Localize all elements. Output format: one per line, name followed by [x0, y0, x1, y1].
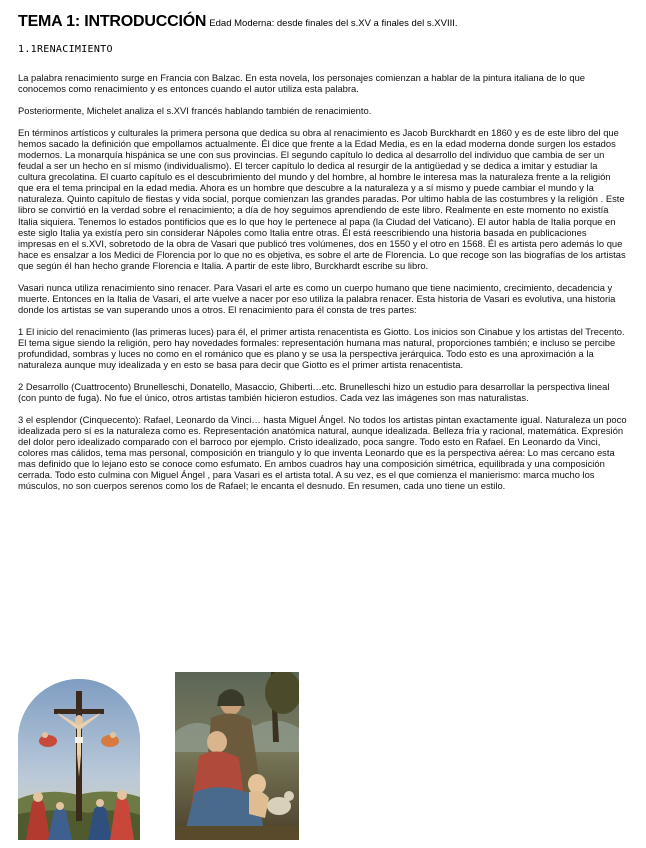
- leonardo-painting: [175, 672, 299, 840]
- paragraph-balzac: La palabra renacimiento surge en Francia con Balzac. En esta novela, los personajes comienzan a hablar de la pintura italiana de lo que conocemos como renacimiento y es entonces cuando el autor utiliza esta palabra.: [18, 72, 586, 95]
- paragraph-michelet: Posteriormente, Michelet analiza el s.XVI francés hablando también de renacimiento.: [18, 105, 372, 117]
- page-subtitle: Edad Moderna: desde finales del s.XV a finales del s.XVIII.: [209, 18, 458, 29]
- paragraph-burckhardt: En términos artísticos y culturales la primera persona que dedica su obra al renacimiento es Jacob Burckhardt en 1860 y es de este libro del que hemos sacado la definición que empollamos actualmente. Él dice que frente a la Edad Media, es en la edad moderna donde surgen los estados modernos. La monarquía hispánica se une con sus provincias. El segundo capítulo lo dedica al desarrollo del individuo que cambia de ser un feudal a ser un hecho en sí mismo (individualismo). El tercer capítulo lo dedica al resurgir de la antigüedad y se dedica a imitar y estudiar la cultura grecolatina. El cuarto capítulo es el descubrimiento del mundo y del hombre, al hombre le interesa mas la naturaleza frente a la religión que era el tema principal en la edad media. Ahora es un hombre que descubre a la naturaleza y a sí mismo y puede cambiar el mundo y la naturaleza. Quinto capítulo de fiestas y vida social, porque comienzan las grandes paradas. Por ultimo habla de las costumbres y la religión . Este libro se convirtió en la verdad sobre el renacimiento; a día de hoy seguimos aprendiendo de este libro. Realmente en este momento no existía Italia siquiera. Tenemos lo estados pontificios que es lo que hoy le pertenece al papa (la Ciudad del Vaticano). El autor habla de Italia porque en este siglo Italia ya existía pero sin considerar Nápoles como Italia entre otras. Él está reescribiendo una historia basada en publicaciones impresas en el s.XVI, sobretodo de la obra de Vasari que publicó tres volúmenes, dos en 1550 y el otro en 1568. Él es artista pero además lo que hace es ensalzar a los Medici de Florencia por lo que no es objetiva, es sobre el arte de Florencia. Lo que recoge son las biografías de los artistas que según él han hecho grande Florencia e Italia. A partir de este libro, Burckhardt escribe su libro.: [18, 127, 626, 271]
- leonardo-illustration: [175, 672, 299, 840]
- document-header: [18, 13, 458, 31]
- paragraph-vasari: Vasari nunca utiliza renacimiento sino renacer. Para Vasari el arte es como un cuerpo humano que tiene nacimiento, crecimiento, decadencia y muerte. Entonces en la Italia de Vasari, el arte vuelve a nacer por eso utiliza la palabra renacer. Esta historia de Vasari es evolutiva, una historia donde los artistas se van superando unos a otros. El renacimiento para él consta de tres partes:: [18, 281, 616, 315]
- crucifixion-painting: [18, 679, 140, 840]
- figures-row: [18, 672, 318, 842]
- paragraph-part-2: 2 Desarrollo (Cuattrocento) Brunelleschi, Donatello, Masaccio, Ghiberti…etc. Brunelleschi hizo un estudio para desarrollar la perspectiva lineal (con punto de fuga). No fue el único, otros artistas también hicieron estudios. Cada vez las imágenes son mas naturalistas.: [18, 381, 610, 404]
- page-title: TEMA 1: INTRODUCCIÓN: [18, 13, 207, 30]
- crucifixion-illustration: [18, 679, 140, 840]
- document-body: [18, 72, 627, 503]
- paragraph-part-3: 3 el esplendor (Cinquecento): Rafael, Leonardo da Vinci… hasta Miguel Ángel. No todos los artistas pintan exactamente igual. Naturaleza un poco idealizada pero sí es la naturaleza como es. Representación anatómica natural, aunque idealizada. Belleza fría y racional, matemática. Expresión del dolor pero idealizado comparado con el barroco por ejemplo. Cristo idealizado, poca sangre. Todo esto en Rafael. En Leonardo da Vinci, colores mas cálidos, tema mas personal, composición en triangulo y lo que inventa Leonardo que es la perspectiva aérea: Lo mas cercano esta mas definido que lo lejano esto se conoce como esfumato. En ambos cuadros hay una composición simétrica, equilibrada y una composición cerrada. Todo esto culmina con Miguel Ángel , para Vasari es el artista total. A su vez, es el que comienza el manierismo: marca mucho los músculos, no son cuerpos serenos como los de Rafael; le encanta el desnudo. En resumen, cada uno tiene un estilo.: [18, 414, 627, 492]
- section-heading: 1.1RENACIMIENTO: [18, 44, 113, 55]
- paragraph-part-1: 1 El inicio del renacimiento (las primeras luces) para él, el primer artista renacentista es Giotto. Los inicios son Cinabue y los artistas del Trecento. El tema sigue siendo la religión, pero hay novedades formales: representación humana mas natural, proporciones también; e incluso se percibe profundidad, sombras y luces no como en el románico que es plano y se usa la perspectiva jerárquica. Todo esto es una aproximación a la naturaleza aunque muy idealizada y en esto se basa para decir que Giotto es el primer artista renacentista.: [18, 325, 625, 371]
